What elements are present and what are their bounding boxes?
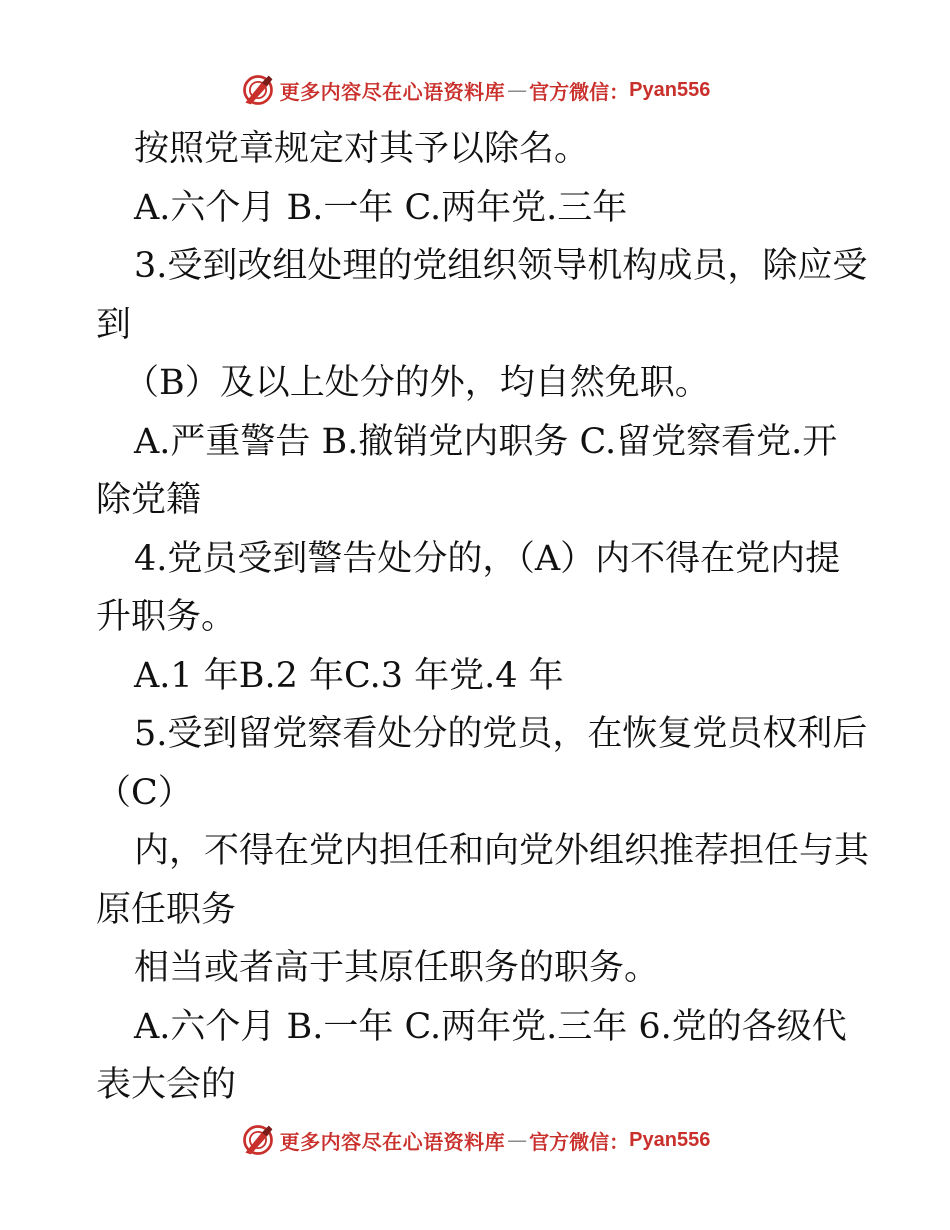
- header-banner: [0, 68, 950, 112]
- banner-separator: —: [507, 1128, 528, 1152]
- pen-logo-icon: [240, 72, 276, 108]
- text-line: 按照党章规定对其予以除名。: [134, 129, 590, 169]
- text-line: 3.受到改组处理的党组织领导机构成员，除应受: [134, 246, 868, 286]
- text-line: A.六个月 B.一年 C.两年党.三年 6.党的各级代: [134, 1006, 847, 1047]
- banner-wechat-id: Pyan556: [629, 78, 711, 101]
- text-line: 相当或者高于其原任职务的职务。: [134, 948, 660, 988]
- banner-wechat-id: Pyan556: [629, 1128, 711, 1151]
- banner-wechat-label: 官方微信：: [529, 1129, 630, 1154]
- text-line: 升职务。: [96, 597, 237, 637]
- banner-text: 更多内容尽在心语资料库: [279, 1129, 506, 1154]
- text-line: 5.受到留党察看处分的党员，在恢复党员权利后: [134, 714, 868, 754]
- text-line: 4.党员受到警告处分的，（A）内不得在党内提: [134, 538, 841, 579]
- banner-text: 更多内容尽在心语资料库: [279, 79, 506, 104]
- text-line: 到: [96, 304, 132, 345]
- text-line: （C）: [96, 772, 193, 813]
- document-body: [96, 120, 870, 1115]
- text-line: A.六个月 B.一年 C.两年党.三年: [134, 187, 628, 228]
- text-line: A.1 年B.2 年C.3 年党.4 年: [134, 655, 564, 696]
- text-line: A.严重警告 B.撤销党内职务 C.留党察看党.开: [134, 421, 838, 462]
- banner-wechat-label: 官方微信：: [529, 79, 630, 104]
- text-line: 内，不得在党内担任和向党外组织推荐担任与其: [134, 831, 870, 871]
- text-line: 除党籍: [96, 480, 202, 520]
- banner-separator: —: [507, 78, 528, 102]
- footer-banner: [0, 1118, 950, 1162]
- pen-logo-icon: [240, 1122, 276, 1158]
- text-line: 原任职务: [96, 889, 237, 930]
- text-line: 表大会的: [96, 1065, 237, 1105]
- text-line: （B）及以上处分的外，均自然免职。: [124, 363, 710, 403]
